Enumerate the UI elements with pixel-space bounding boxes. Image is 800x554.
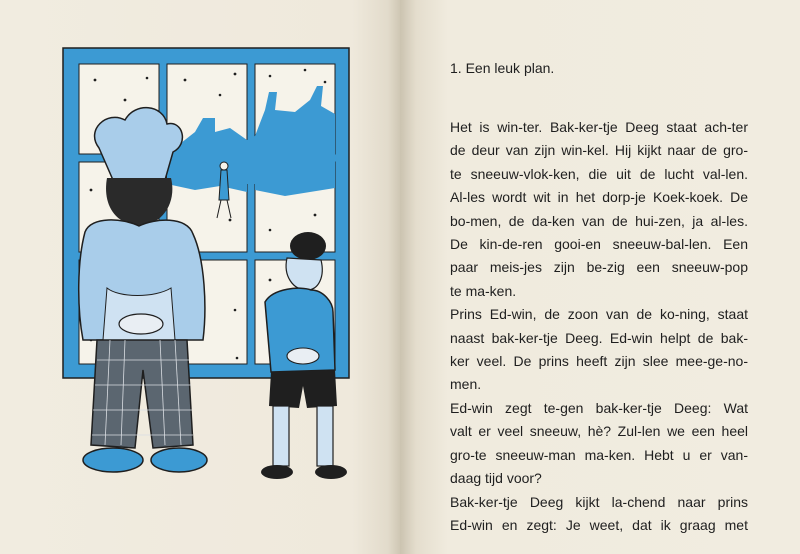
illustration-baker-and-prince-at-window	[55, 40, 355, 500]
text-line: Het is win-ter. Bak-ker-tje Deeg staat ach-ter	[450, 119, 748, 135]
text-line: naast bak-ker-tje Deeg. Ed-win helpt de bak-	[450, 329, 748, 346]
paragraph-3	[450, 397, 748, 491]
text-line: Ed-win en zegt: Je weet, dat ik graag met	[450, 516, 748, 533]
paragraph-2	[450, 303, 748, 397]
text-line: Al-les wordt wit in het dorp-je Koek-koek. De	[450, 189, 748, 206]
text-line: de deur van zijn win-kel. Hij kijkt naar de gro-	[450, 142, 748, 159]
text-line: men.	[450, 376, 482, 393]
text-line: Prins Ed-win, de zoon van de ko-ning, staat	[450, 306, 748, 323]
text-line: bo-men, de da-ken van de hui-zen, ja al-les.	[450, 212, 748, 229]
text-line: paar meis-jes zijn be-zig een sneeuw-pop	[450, 259, 748, 276]
text-line: Ed-win zegt te-gen bak-ker-tje Deeg: Wat	[450, 399, 748, 416]
story-text	[450, 58, 748, 537]
text-line: De kin-de-ren gooi-en sneeuw-bal-len. Een	[450, 236, 748, 253]
text-line: gro-te sneeuw-man ma-ken. Hebt u er van-	[450, 446, 748, 463]
text-line: ker veel. De prins heeft zijn slee mee-ge-no-	[450, 353, 748, 370]
text-line: daag tijd voor?	[450, 470, 542, 487]
text-line: te ma-ken.	[450, 282, 517, 299]
paragraph-4	[450, 491, 748, 538]
chapter-title: 1. Een leuk plan.	[450, 60, 555, 76]
text-line: Bak-ker-tje Deeg kijkt la-chend naar prins	[450, 493, 748, 510]
text-line: te sneeuw-vlok-ken, die uit de lucht val-len.	[450, 165, 748, 182]
text-line: valt er veel sneeuw, hè? Zul-len we een heel	[450, 423, 748, 440]
paragraph-1	[450, 116, 748, 303]
